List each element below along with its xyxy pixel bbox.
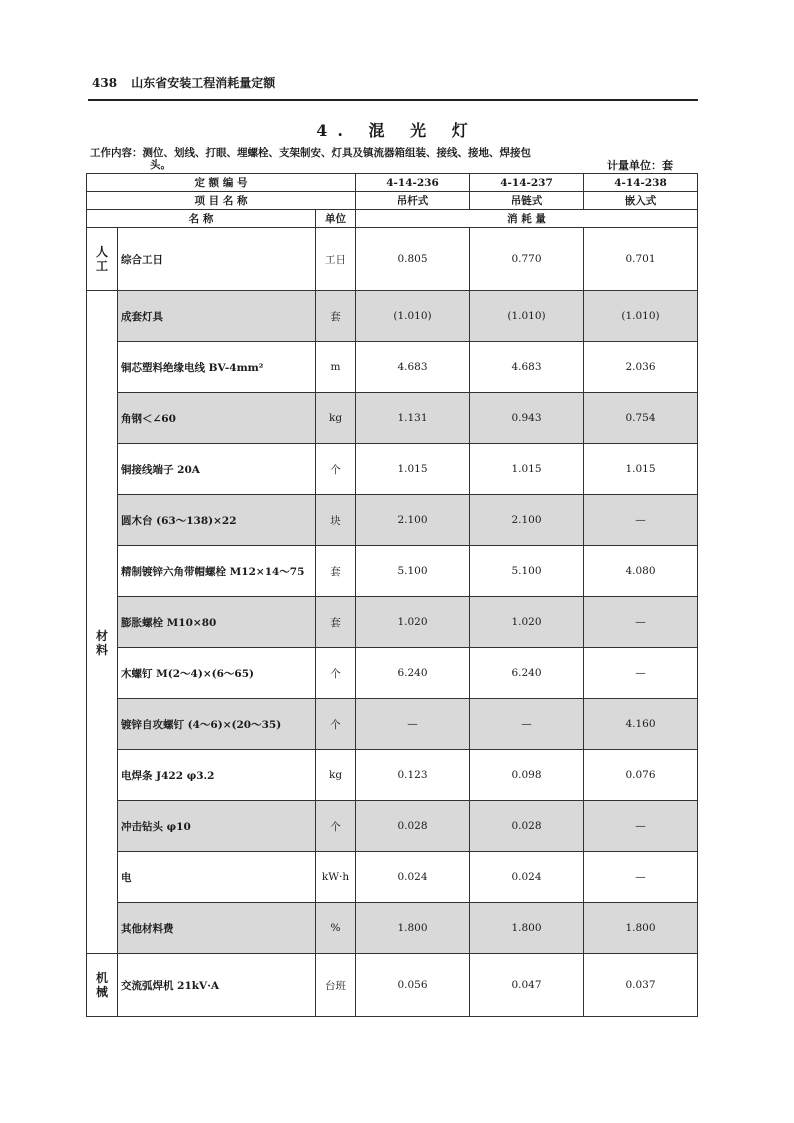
- table-row: [87, 393, 698, 444]
- unit-column-header: 单位: [316, 210, 356, 228]
- quota-table: [86, 173, 698, 1017]
- table-row: [87, 903, 698, 954]
- table-row: [87, 954, 698, 1017]
- value-238: 0.701: [584, 228, 698, 291]
- item-unit: 个: [316, 699, 356, 750]
- category-machine: [87, 954, 118, 1017]
- value-237: 0.047: [470, 954, 584, 1017]
- value-238: 1.800: [584, 903, 698, 954]
- item-name-2: 吊链式: [470, 192, 584, 210]
- item-unit: m: [316, 342, 356, 393]
- table-row: [87, 597, 698, 648]
- value-238: 0.037: [584, 954, 698, 1017]
- work-content-line-2: 头。: [150, 159, 171, 171]
- value-238: 0.754: [584, 393, 698, 444]
- item-name: 精制镀锌六角带帽螺栓 M12×14～75: [118, 546, 316, 597]
- item-unit: 工日: [316, 228, 356, 291]
- item-unit: kg: [316, 393, 356, 444]
- item-name: 膨胀螺栓 M10×80: [118, 597, 316, 648]
- item-name: 交流弧焊机 21kV·A: [118, 954, 316, 1017]
- value-237: 0.028: [470, 801, 584, 852]
- table-row: [87, 750, 698, 801]
- value-238: —: [584, 597, 698, 648]
- value-238: 1.015: [584, 444, 698, 495]
- value-238: (1.010): [584, 291, 698, 342]
- book-title: 山东省安装工程消耗量定额: [131, 76, 276, 90]
- value-238: 2.036: [584, 342, 698, 393]
- name-column-header: 名 称: [87, 210, 316, 228]
- table-row: [87, 444, 698, 495]
- value-236: 1.131: [356, 393, 470, 444]
- category-machine-char: 机: [95, 971, 108, 985]
- value-236: 5.100: [356, 546, 470, 597]
- item-name-label: 项 目 名 称: [87, 192, 356, 210]
- table-row: [87, 852, 698, 903]
- item-name: 电: [118, 852, 316, 903]
- category-material-char: 材: [95, 629, 108, 643]
- table-row: [87, 342, 698, 393]
- work-content: [90, 147, 610, 171]
- value-236: 4.683: [356, 342, 470, 393]
- quota-code-label: 定 额 编 号: [87, 174, 356, 192]
- item-unit: 台班: [316, 954, 356, 1017]
- category-labor-char: 人: [95, 245, 108, 259]
- item-name: 铜芯塑料绝缘电线 BV-4mm²: [118, 342, 316, 393]
- value-237: —: [470, 699, 584, 750]
- value-236: 0.056: [356, 954, 470, 1017]
- value-237: 6.240: [470, 648, 584, 699]
- column-header-row: [87, 210, 698, 228]
- table-row: [87, 648, 698, 699]
- page-header: [92, 74, 275, 91]
- measurement-unit-note: 计量单位：套: [607, 159, 673, 172]
- item-name: 电焊条 J422 φ3.2: [118, 750, 316, 801]
- item-name: 镀锌自攻螺钉 (4～6)×(20～35): [118, 699, 316, 750]
- value-238: —: [584, 648, 698, 699]
- value-237: 0.024: [470, 852, 584, 903]
- value-237: 0.098: [470, 750, 584, 801]
- item-unit: %: [316, 903, 356, 954]
- value-236: 2.100: [356, 495, 470, 546]
- item-unit: 套: [316, 546, 356, 597]
- value-237: 1.800: [470, 903, 584, 954]
- item-unit: kg: [316, 750, 356, 801]
- item-name-3: 嵌入式: [584, 192, 698, 210]
- table-row: [87, 228, 698, 291]
- section-title: 4. 混 光 灯: [316, 121, 478, 140]
- value-237: 0.943: [470, 393, 584, 444]
- value-238: —: [584, 801, 698, 852]
- value-236: 0.123: [356, 750, 470, 801]
- value-237: 5.100: [470, 546, 584, 597]
- value-236: (1.010): [356, 291, 470, 342]
- value-236: 1.020: [356, 597, 470, 648]
- value-236: 1.015: [356, 444, 470, 495]
- item-unit: 套: [316, 597, 356, 648]
- header-rule: [88, 99, 698, 101]
- item-name: 木螺钉 M(2～4)×(6～65): [118, 648, 316, 699]
- item-name-1: 吊杆式: [356, 192, 470, 210]
- value-236: 0.805: [356, 228, 470, 291]
- item-unit: 个: [316, 801, 356, 852]
- table-row: [87, 801, 698, 852]
- category-labor-char: 工: [95, 259, 108, 273]
- quota-code-2: 4-14-237: [470, 174, 584, 192]
- value-238: 4.080: [584, 546, 698, 597]
- item-name: 冲击钻头 φ10: [118, 801, 316, 852]
- value-237: 0.770: [470, 228, 584, 291]
- item-name: 圆木台 (63～138)×22: [118, 495, 316, 546]
- item-unit: 套: [316, 291, 356, 342]
- value-237: 1.020: [470, 597, 584, 648]
- value-238: —: [584, 495, 698, 546]
- item-name: 综合工日: [118, 228, 316, 291]
- quota-code-1: 4-14-236: [356, 174, 470, 192]
- item-unit: 块: [316, 495, 356, 546]
- value-236: 0.028: [356, 801, 470, 852]
- item-unit: 个: [316, 648, 356, 699]
- category-labor: [87, 228, 118, 291]
- value-236: —: [356, 699, 470, 750]
- quota-code-row: [87, 174, 698, 192]
- value-236: 0.024: [356, 852, 470, 903]
- value-237: 1.015: [470, 444, 584, 495]
- consumption-column-header: 消 耗 量: [356, 210, 698, 228]
- category-machine-char: 械: [95, 985, 108, 999]
- table-row: [87, 699, 698, 750]
- item-unit: 个: [316, 444, 356, 495]
- value-238: 4.160: [584, 699, 698, 750]
- value-237: 2.100: [470, 495, 584, 546]
- table-row: [87, 495, 698, 546]
- item-name: 铜接线端子 20A: [118, 444, 316, 495]
- item-name: 其他材料费: [118, 903, 316, 954]
- table-row: [87, 546, 698, 597]
- item-name-row: [87, 192, 698, 210]
- work-content-line-1: 工作内容：测位、划线、打眼、埋螺栓、支架制安、灯具及镇流器箱组装、接线、接地、焊接包: [90, 147, 531, 159]
- category-material-char: 料: [95, 643, 108, 657]
- item-unit: kW·h: [316, 852, 356, 903]
- quota-code-3: 4-14-238: [584, 174, 698, 192]
- value-236: 6.240: [356, 648, 470, 699]
- value-237: 4.683: [470, 342, 584, 393]
- category-material: [87, 291, 118, 954]
- item-name: 角钢＜∠60: [118, 393, 316, 444]
- value-238: —: [584, 852, 698, 903]
- value-238: 0.076: [584, 750, 698, 801]
- value-237: (1.010): [470, 291, 584, 342]
- item-name: 成套灯具: [118, 291, 316, 342]
- value-236: 1.800: [356, 903, 470, 954]
- table-row: [87, 291, 698, 342]
- page-number: 438: [92, 76, 118, 90]
